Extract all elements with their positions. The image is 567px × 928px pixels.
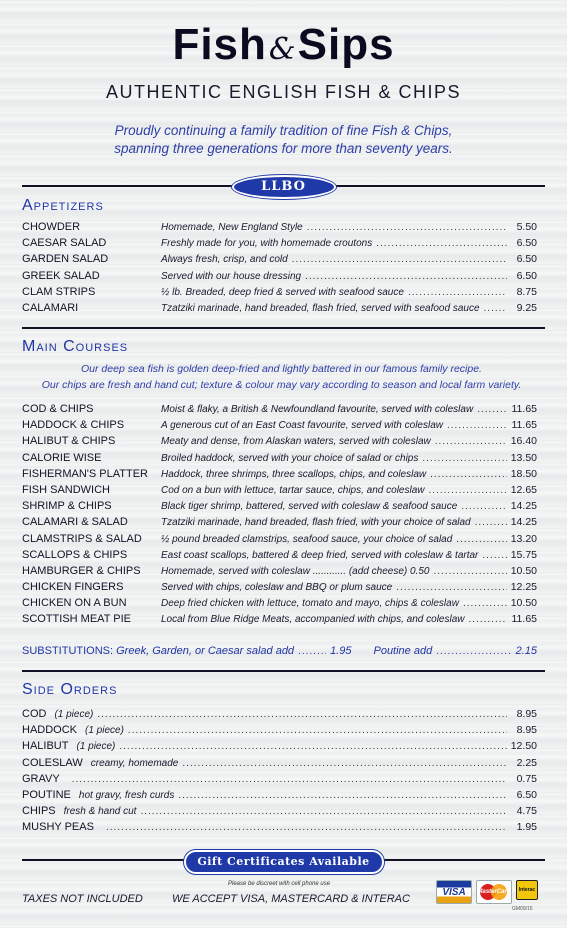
item-price: 13.50 xyxy=(510,451,537,464)
leader-dots xyxy=(307,220,507,236)
item-description: Tzatziki marinade, hand breaded, flash fried, with your choice of salad xyxy=(161,517,471,529)
item-name: HADDOCK & CHIPS xyxy=(22,419,125,432)
item-description: Homemade, served with coleslaw ............ (add cheese) 0.50 xyxy=(161,565,430,577)
item-description: Freshly made for you, with homemade croutons xyxy=(161,238,373,250)
substitutions-label: SUBSTITUTIONS: xyxy=(22,645,114,657)
item-price: 11.65 xyxy=(511,613,537,626)
menu-item xyxy=(22,219,537,235)
menu-item xyxy=(22,706,537,722)
item-name: CALORIE WISE xyxy=(22,451,102,464)
item-name: SCOTTISH MEAT PIE xyxy=(22,613,131,626)
item-price: 6.50 xyxy=(516,269,537,282)
item-name: GREEK SALAD xyxy=(22,269,100,282)
item-description: Black tiger shrimp, battered, served with coleslaw & seafood sauce xyxy=(161,501,458,513)
leader-dots xyxy=(428,483,506,499)
menu-item xyxy=(22,284,537,300)
leader-dots xyxy=(430,467,507,483)
item-name: CLAM STRIPS xyxy=(22,285,96,298)
item-price: 6.50 xyxy=(516,237,537,250)
item-name: CAESAR SALAD xyxy=(22,237,107,250)
menu-item xyxy=(22,235,537,251)
leader-dots xyxy=(433,564,506,580)
menu-item xyxy=(22,300,537,316)
taxes-note: TAXES NOT INCLUDED xyxy=(22,893,143,905)
leader-dots xyxy=(106,820,507,836)
item-note: (1 piece) xyxy=(54,709,94,720)
leader-dots xyxy=(484,301,507,317)
item-name: CALAMARI & SALAD xyxy=(22,516,128,529)
substitutions-salad-price: 1.95 xyxy=(330,645,352,657)
item-price: 2.25 xyxy=(516,756,537,769)
intro-line-1: Proudly continuing a family tradition of fine Fish & Chips, xyxy=(114,123,453,138)
item-price: 13.20 xyxy=(510,532,537,545)
item-price: 9.25 xyxy=(516,301,537,314)
item-name: CHOWDER xyxy=(22,221,81,233)
tagline: AUTHENTIC ENGLISH FISH & CHIPS xyxy=(105,82,462,102)
item-name: GRAVY xyxy=(22,772,60,785)
menu-item xyxy=(22,466,537,482)
item-name: COD & CHIPS xyxy=(22,403,94,415)
item-name: SHRIMP & CHIPS xyxy=(22,500,112,513)
menu-item xyxy=(22,579,537,595)
main-courses-note-2: Our chips are fresh and hand cut; texture & colour may vary according to season and local farm variety. xyxy=(41,379,522,391)
visa-logo: VISA xyxy=(436,880,472,904)
payment-logos xyxy=(436,880,538,904)
item-description: ½ pound breaded clamstrips, seafood sauce, your choice of salad xyxy=(161,533,453,545)
substitutions xyxy=(22,645,537,657)
gift-certificates-badge: Gift Certificates Available xyxy=(184,850,384,874)
item-price: 14.25 xyxy=(510,500,537,513)
menu-item xyxy=(22,401,537,417)
leader-dots xyxy=(482,548,506,564)
item-price: 10.50 xyxy=(510,564,537,577)
item-price: 8.75 xyxy=(516,285,537,298)
item-note: fresh & hand cut xyxy=(63,806,137,818)
item-name: CALAMARI xyxy=(22,301,79,314)
item-name: FISH SANDWICH xyxy=(22,483,110,496)
leader-dots xyxy=(128,723,507,739)
item-price: 1.95 xyxy=(516,821,537,834)
item-description: Haddock, three shrimps, three scallops, chips, and coleslaw xyxy=(161,468,427,480)
item-description: Cod on a bun with lettuce, tartar sauce, chips, and coleslaw xyxy=(161,484,425,496)
leader-dots xyxy=(456,532,506,548)
item-name: GARDEN SALAD xyxy=(22,253,109,266)
item-name: SCALLOPS & CHIPS xyxy=(22,548,128,561)
item-name: HALIBUT & CHIPS xyxy=(22,435,116,448)
substitutions-salad-text: Greek, Garden, or Caesar salad add xyxy=(116,645,295,657)
leader-dots xyxy=(475,515,507,531)
item-description: Served with our house dressing xyxy=(161,270,302,282)
item-note: hot gravy, fresh curds xyxy=(78,789,175,801)
leader-dots xyxy=(447,418,507,434)
leader-dots xyxy=(461,499,506,515)
substitutions-poutine-text: Poutine add xyxy=(373,645,433,657)
menu-item xyxy=(22,738,537,754)
item-name: FISHERMAN'S PLATTER xyxy=(22,467,148,480)
leader-dots xyxy=(182,756,507,772)
divider xyxy=(22,327,545,329)
item-price: 15.75 xyxy=(510,548,537,561)
llbo-badge: LLBO xyxy=(232,175,336,199)
item-description: Moist & flaky, a British & Newfoundland favourite, served with coleslaw xyxy=(161,404,474,415)
item-price: 12.65 xyxy=(510,483,537,496)
item-price: 6.50 xyxy=(516,788,537,801)
menu-item xyxy=(22,819,537,835)
item-name: CLAMSTRIPS & SALAD xyxy=(22,532,142,545)
leader-dots xyxy=(469,612,508,628)
interac-logo: Interac xyxy=(516,880,538,900)
leader-dots xyxy=(396,580,506,596)
appetizers-title: Appetizers xyxy=(22,197,104,214)
item-price: 4.75 xyxy=(516,805,537,818)
item-description: Tzatziki marinade, hand breaded, flash fried, served with seafood sauce xyxy=(161,302,480,314)
menu-item xyxy=(22,595,537,611)
item-description: Served with chips, coleslaw and BBQ or plum sauce xyxy=(161,582,393,594)
menu-item xyxy=(22,251,537,267)
item-name: COD xyxy=(22,708,47,720)
item-name: MUSHY PEAS xyxy=(22,821,94,834)
side-orders-title: Side Orders xyxy=(22,681,118,698)
leader-dots xyxy=(422,451,506,467)
item-note: (1 piece) xyxy=(76,741,116,753)
logo-word-sips: Sips xyxy=(297,20,395,69)
item-name: HALIBUT xyxy=(22,740,69,753)
substitutions-poutine-price: 2.15 xyxy=(515,645,537,657)
leader-dots xyxy=(119,739,506,755)
divider xyxy=(22,670,545,672)
item-price: 10.50 xyxy=(510,597,537,610)
item-name: CHICKEN ON A BUN xyxy=(22,597,127,610)
logo-ampersand: & xyxy=(268,32,296,67)
item-description: ½ lb. Breaded, deep fried & served with seafood sauce xyxy=(161,286,404,298)
item-price: 0.75 xyxy=(516,772,537,785)
appetizers-list xyxy=(22,219,537,316)
menu-item xyxy=(22,531,537,547)
leader-dots xyxy=(140,804,507,820)
item-price: 12.25 xyxy=(510,581,537,594)
menu-code: GM09/15 xyxy=(512,906,533,912)
menu-item xyxy=(22,482,537,498)
item-price: 12.50 xyxy=(510,740,537,753)
item-name: COLESLAW xyxy=(22,756,83,769)
item-description: East coast scallops, battered & deep fried, served with coleslaw & tartar xyxy=(161,549,479,561)
side-orders-list xyxy=(22,706,537,836)
menu-item xyxy=(22,514,537,530)
menu-item xyxy=(22,722,537,738)
intro-text xyxy=(60,122,507,158)
item-name: POUTINE xyxy=(22,788,71,801)
item-price: 5.50 xyxy=(516,221,537,233)
leader-dots xyxy=(477,402,507,418)
menu-item xyxy=(22,611,537,627)
item-description: Deep fried chicken with lettuce, tomato and mayo, chips & coleslaw xyxy=(161,598,459,610)
menu-item xyxy=(22,498,537,514)
item-description: Always fresh, crisp, and cold xyxy=(161,254,288,266)
cell-phone-notice: Please be discreet with cell phone use xyxy=(228,881,331,887)
leader-dots xyxy=(178,788,507,804)
item-name: HAMBURGER & CHIPS xyxy=(22,564,141,577)
mastercard-label: MasterCard xyxy=(477,889,511,895)
menu-item xyxy=(22,417,537,433)
menu-item xyxy=(22,755,537,771)
item-price: 14.25 xyxy=(510,516,537,529)
main-courses-note-1: Our deep sea fish is golden deep-fried and lightly battered in our famous family recipe. xyxy=(81,363,482,375)
payment-note: WE ACCEPT VISA, MASTERCARD & INTERAC xyxy=(172,893,410,905)
item-price: 16.40 xyxy=(510,435,537,448)
mastercard-logo xyxy=(476,880,512,904)
leader-dots xyxy=(305,269,507,285)
logo xyxy=(0,20,567,70)
item-price: 8.95 xyxy=(516,724,537,737)
item-name: CHIPS xyxy=(22,805,56,818)
menu-item xyxy=(22,771,537,787)
item-price: 18.50 xyxy=(510,467,537,480)
item-name: HADDOCK xyxy=(22,724,78,737)
leader-dots xyxy=(408,285,507,301)
leader-dots xyxy=(97,707,507,723)
logo-word-fish: Fish xyxy=(172,20,267,69)
item-name: CHICKEN FINGERS xyxy=(22,581,124,594)
menu-item xyxy=(22,563,537,579)
item-price: 11.65 xyxy=(511,419,537,432)
item-price: 8.95 xyxy=(516,708,537,720)
menu-item xyxy=(22,803,537,819)
item-description: Local from Blue Ridge Meats, accompanied with chips, and coleslaw xyxy=(161,614,465,626)
menu-item xyxy=(22,787,537,803)
item-note: creamy, homemade xyxy=(90,757,179,769)
item-description: Homemade, New England Style xyxy=(161,222,303,233)
item-description: A generous cut of an East Coast favourite, served with coleslaw xyxy=(161,420,443,432)
item-price: 6.50 xyxy=(516,253,537,266)
main-courses-list xyxy=(22,401,537,628)
item-note: (1 piece) xyxy=(85,725,124,737)
menu-item xyxy=(22,268,537,284)
leader-dots xyxy=(376,236,507,252)
main-courses-title: Main Courses xyxy=(22,338,129,355)
leader-dots xyxy=(72,772,507,788)
leader-dots xyxy=(463,596,507,612)
menu-item xyxy=(22,450,537,466)
menu-item xyxy=(22,433,537,449)
leader-dots xyxy=(435,434,507,450)
item-price: 11.65 xyxy=(511,403,537,415)
menu-item xyxy=(22,547,537,563)
leader-dots xyxy=(292,252,507,268)
item-description: Broiled haddock, served with your choice of salad or chips xyxy=(161,452,419,464)
intro-line-2: spanning three generations for more than seventy years. xyxy=(114,141,453,156)
item-description: Meaty and dense, from Alaskan waters, served with coleslaw xyxy=(161,436,431,448)
